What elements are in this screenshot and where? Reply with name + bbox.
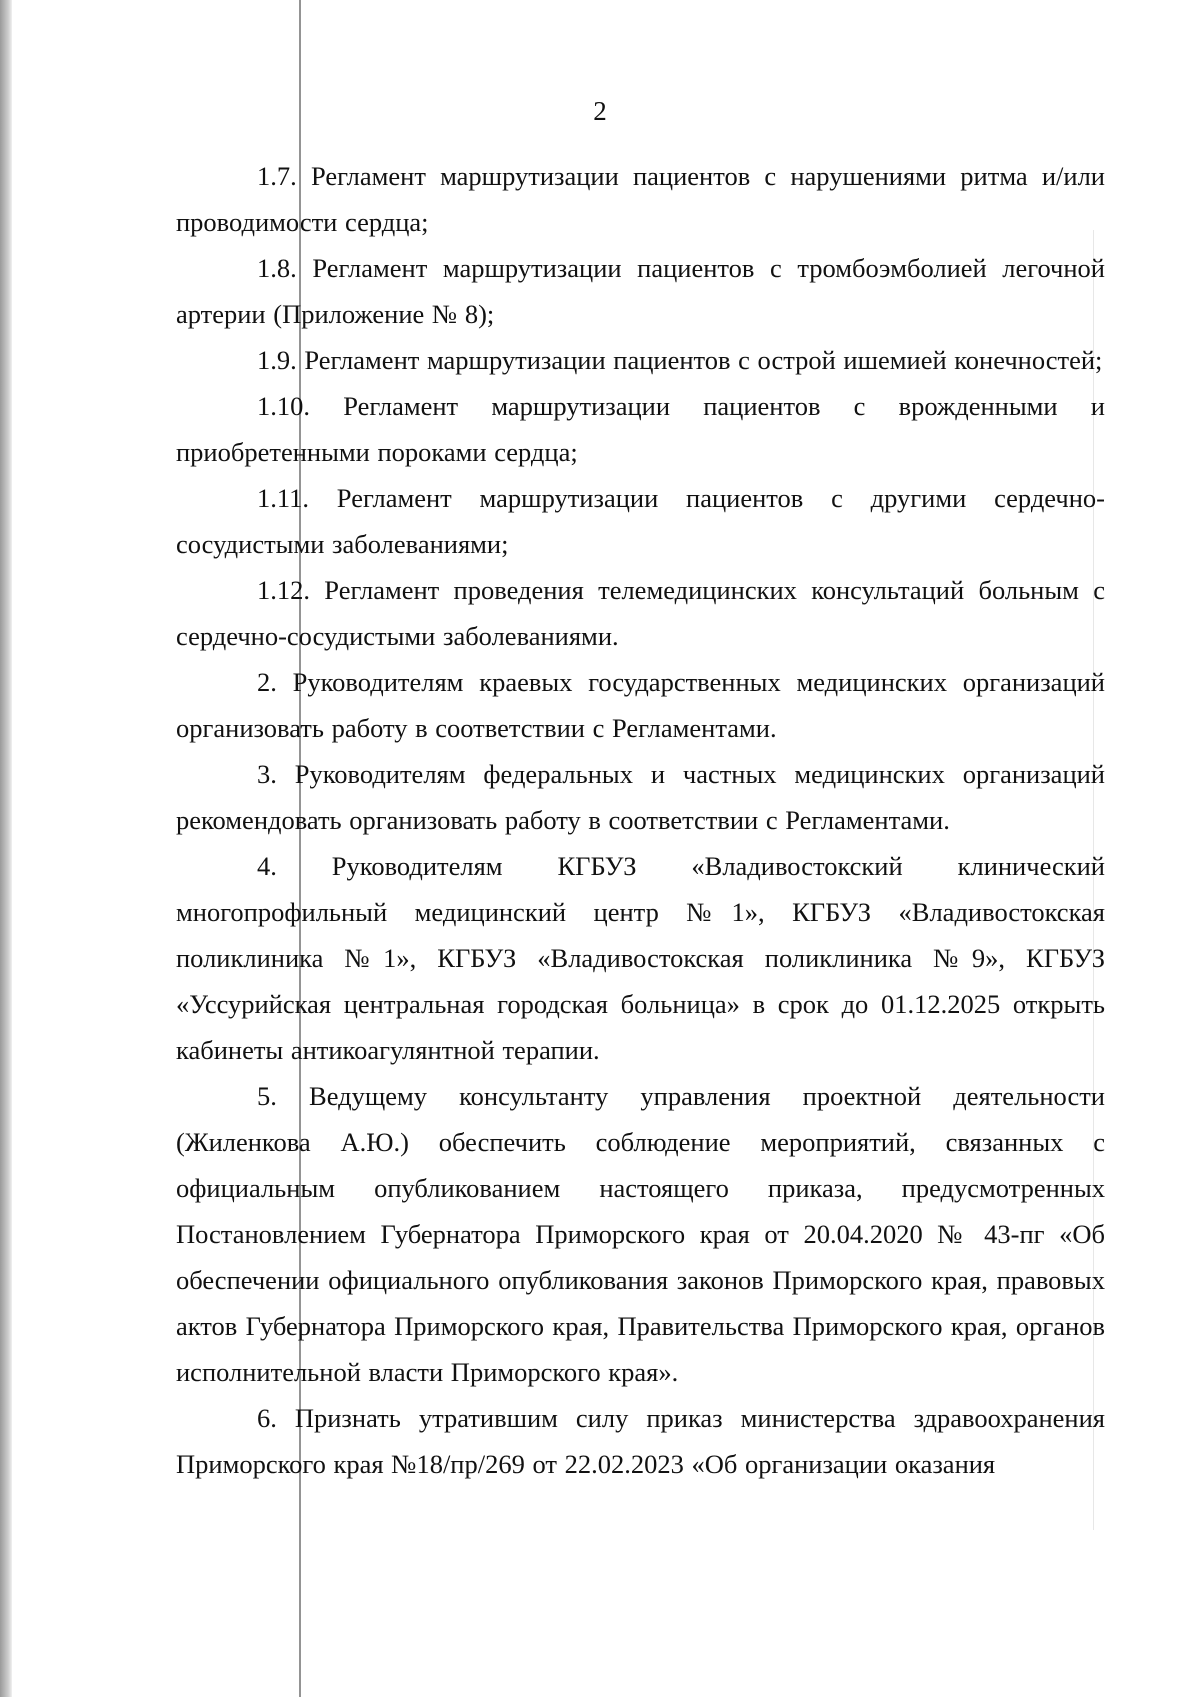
paragraph-1-7: 1.7. Регламент маршрутизации пациентов с нарушениями ритма и/или проводимости сердца; <box>176 161 1105 237</box>
page-number: 2 <box>593 96 607 126</box>
paragraph-6: 6. Признать утратившим силу приказ министерства здравоохранения Приморского края №18/пр/269 от 22.02.2023 «Об организации оказания <box>176 1403 1105 1479</box>
paragraph-1-9: 1.9. Регламент маршрутизации пациентов с острой ишемией конечностей; <box>257 345 1103 375</box>
scan-left-edge <box>0 0 12 1697</box>
paragraph-1-12: 1.12. Регламент проведения телемедицинских консультаций больным с сердечно-сосудистыми заболеваниями. <box>176 575 1105 651</box>
paragraph-1-10: 1.10. Регламент маршрутизации пациентов с врожденными и приобретенными пороками сердца; <box>176 391 1105 467</box>
paragraph-1-8: 1.8. Регламент маршрутизации пациентов с тромбоэмболией легочной артерии (Приложение № 8); <box>176 253 1105 329</box>
document-body <box>176 153 1105 1487</box>
paragraph-5: 5. Ведущему консультанту управления проектной деятельности (Жиленкова А.Ю.) обеспечить соблюдение мероприятий, связанных с официальным опубликованием настоящего приказа, предусмотренных Постановлением Губернатора Приморского края от 20.04.2020 № 43-пг «Об обеспечении официального опубликования законов Приморского края, правовых актов Губернатора Приморского края, Правительства Приморского края, органов исполнительной власти Приморского края». <box>176 1081 1105 1387</box>
paragraph-1-11: 1.11. Регламент маршрутизации пациентов с другими сердечно-сосудистыми заболеваниями; <box>176 483 1105 559</box>
paragraph-3: 3. Руководителям федеральных и частных медицинских организаций рекомендовать организовать работу в соответствии с Регламентами. <box>176 759 1105 835</box>
paragraph-2: 2. Руководителям краевых государственных медицинских организаций организовать работу в соответствии с Регламентами. <box>176 667 1105 743</box>
paragraph-4: 4. Руководителям КГБУЗ «Владивостокский клинический многопрофильный медицинский центр №1», КГБУЗ «Владивостокская поликлиника №1», КГБУЗ «Владивостокская поликлиника №9», КГБУЗ «Уссурийская центральная городская больница» в срок до 01.12.2025 открыть кабинеты антикоагулянтной терапии. <box>176 851 1105 1065</box>
